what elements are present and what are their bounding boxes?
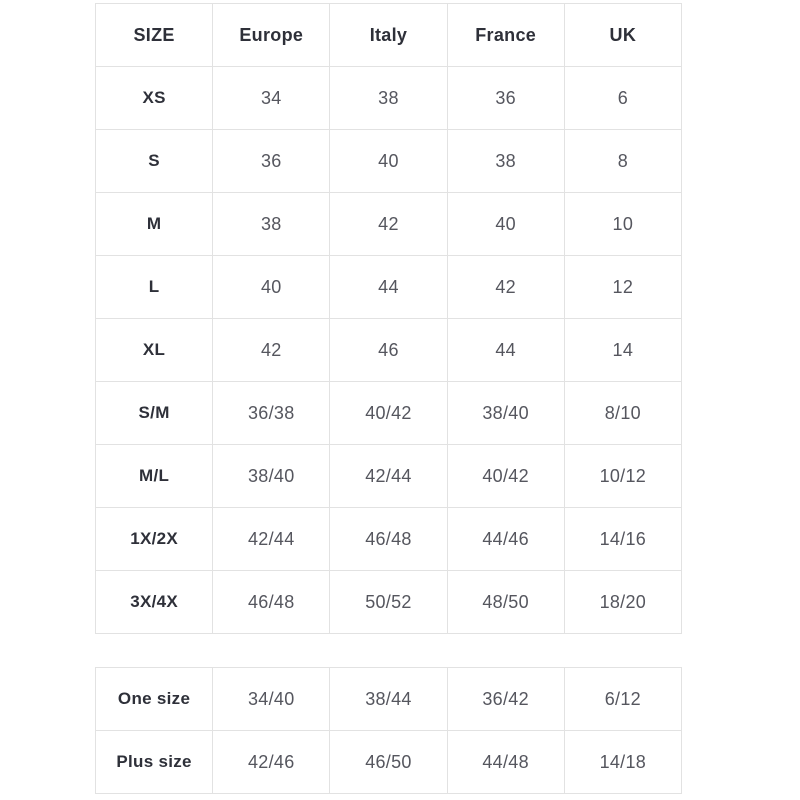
size-value-cell: 44 [330, 256, 447, 319]
size-value-cell: 36/42 [447, 668, 564, 731]
table-row [96, 668, 682, 731]
table-row [96, 508, 682, 571]
table-row [96, 382, 682, 445]
row-label: XS [96, 67, 213, 130]
row-label: S/M [96, 382, 213, 445]
size-value-cell: 6/12 [564, 668, 681, 731]
size-value-cell: 46/48 [213, 571, 330, 634]
size-value-cell: 42 [213, 319, 330, 382]
column-header-size: SIZE [96, 4, 213, 67]
row-label: XL [96, 319, 213, 382]
size-value-cell: 44 [447, 319, 564, 382]
row-label: 3X/4X [96, 571, 213, 634]
size-value-cell: 42 [330, 193, 447, 256]
size-value-cell: 18/20 [564, 571, 681, 634]
size-value-cell: 40 [330, 130, 447, 193]
size-value-cell: 44/46 [447, 508, 564, 571]
size-table-header [96, 4, 682, 67]
column-header-france: France [447, 4, 564, 67]
header-row [96, 4, 682, 67]
size-value-cell: 46/50 [330, 731, 447, 794]
size-value-cell: 34 [213, 67, 330, 130]
size-value-cell: 42/44 [330, 445, 447, 508]
size-value-cell: 46 [330, 319, 447, 382]
column-header-italy: Italy [330, 4, 447, 67]
size-value-cell: 12 [564, 256, 681, 319]
size-value-cell: 14/16 [564, 508, 681, 571]
row-label: S [96, 130, 213, 193]
size-value-cell: 44/48 [447, 731, 564, 794]
row-label: M/L [96, 445, 213, 508]
size-value-cell: 46/48 [330, 508, 447, 571]
size-value-cell: 8/10 [564, 382, 681, 445]
special-sizes-table [95, 667, 682, 794]
size-value-cell: 40/42 [447, 445, 564, 508]
row-label: One size [96, 668, 213, 731]
size-value-cell: 40 [213, 256, 330, 319]
size-value-cell: 42/44 [213, 508, 330, 571]
table-row [96, 130, 682, 193]
row-label: L [96, 256, 213, 319]
table-row [96, 193, 682, 256]
size-value-cell: 14/18 [564, 731, 681, 794]
table-row [96, 571, 682, 634]
row-label: M [96, 193, 213, 256]
size-value-cell: 50/52 [330, 571, 447, 634]
size-value-cell: 34/40 [213, 668, 330, 731]
size-value-cell: 10/12 [564, 445, 681, 508]
size-value-cell: 36/38 [213, 382, 330, 445]
column-header-europe: Europe [213, 4, 330, 67]
size-value-cell: 36 [447, 67, 564, 130]
size-conversion-table [95, 3, 682, 634]
size-value-cell: 42/46 [213, 731, 330, 794]
table-row [96, 67, 682, 130]
row-label: Plus size [96, 731, 213, 794]
size-value-cell: 36 [213, 130, 330, 193]
size-value-cell: 42 [447, 256, 564, 319]
size-value-cell: 38 [330, 67, 447, 130]
size-value-cell: 38/40 [447, 382, 564, 445]
size-value-cell: 48/50 [447, 571, 564, 634]
size-value-cell: 8 [564, 130, 681, 193]
table-row [96, 731, 682, 794]
table-row [96, 319, 682, 382]
size-value-cell: 38 [447, 130, 564, 193]
table-row [96, 256, 682, 319]
size-value-cell: 6 [564, 67, 681, 130]
size-value-cell: 38 [213, 193, 330, 256]
size-table-body [96, 67, 682, 634]
size-value-cell: 38/44 [330, 668, 447, 731]
size-value-cell: 40 [447, 193, 564, 256]
size-value-cell: 40/42 [330, 382, 447, 445]
table-row [96, 445, 682, 508]
size-value-cell: 10 [564, 193, 681, 256]
row-label: 1X/2X [96, 508, 213, 571]
size-value-cell: 14 [564, 319, 681, 382]
column-header-uk: UK [564, 4, 681, 67]
special-sizes-table-body [96, 668, 682, 794]
size-value-cell: 38/40 [213, 445, 330, 508]
